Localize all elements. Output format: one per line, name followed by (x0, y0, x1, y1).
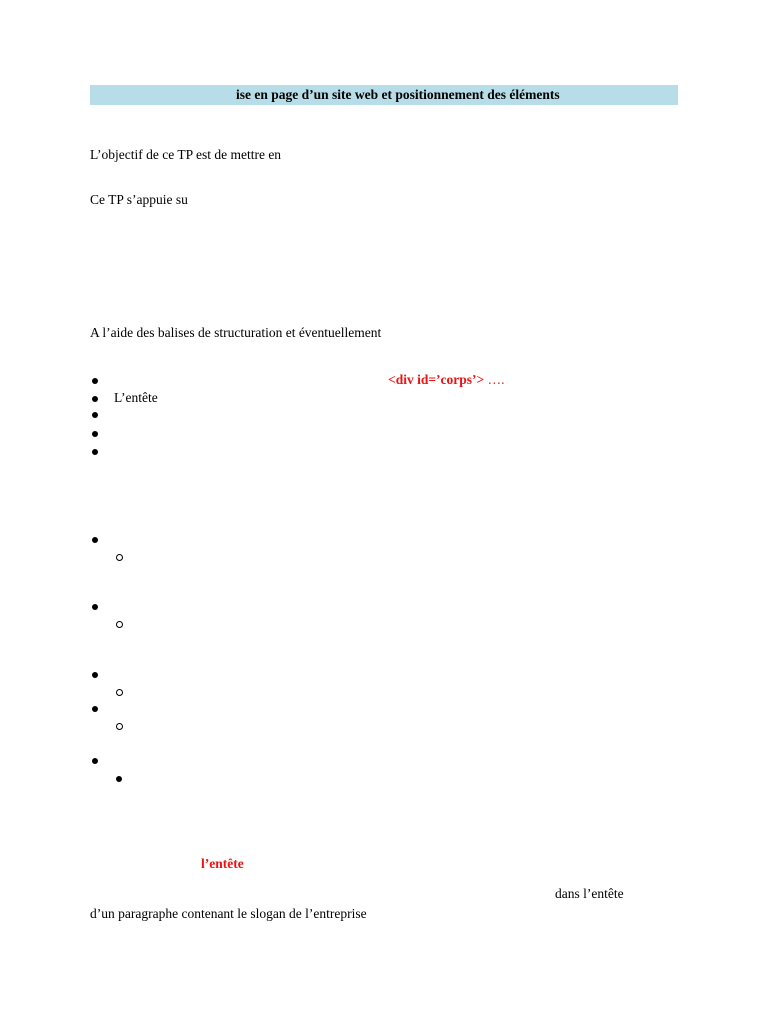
section-line1-end: dans l’entête (555, 886, 624, 901)
sub-list-bullet (116, 723, 123, 730)
section-heading: l’entête (201, 856, 244, 871)
list-bullet (92, 672, 98, 678)
sub-list-bullet (116, 554, 123, 561)
based-on-paragraph: Ce TP s’appuie su (90, 192, 188, 207)
div-corps-code: <div id=’corps’> (388, 372, 485, 387)
list-bullet (92, 378, 98, 384)
list-bullet (92, 412, 98, 418)
list-bullet (92, 604, 98, 610)
document-title: ise en page d’un site web et positionnement des éléments (236, 87, 560, 102)
list-bullet (92, 431, 98, 437)
section-line2: d’un paragraphe contenant le slogan de l’entreprise (90, 906, 367, 921)
sub-list-bullet (116, 621, 123, 628)
with-help-paragraph: A l’aide des balises de structuration et éventuellement (90, 325, 382, 340)
sub-list-bullet (116, 689, 123, 696)
objective-paragraph: L’objectif de ce TP est de mettre en (90, 147, 282, 162)
list-bullet (92, 758, 98, 764)
list-bullet (92, 449, 98, 455)
sub-list-bullet (116, 776, 122, 782)
div-corps-ellipsis: …. (484, 372, 505, 387)
header-list-item: L’entête (114, 390, 158, 405)
div-corps-item (388, 372, 504, 388)
list-bullet (92, 537, 98, 543)
list-bullet (92, 396, 98, 402)
list-bullet (92, 706, 98, 712)
